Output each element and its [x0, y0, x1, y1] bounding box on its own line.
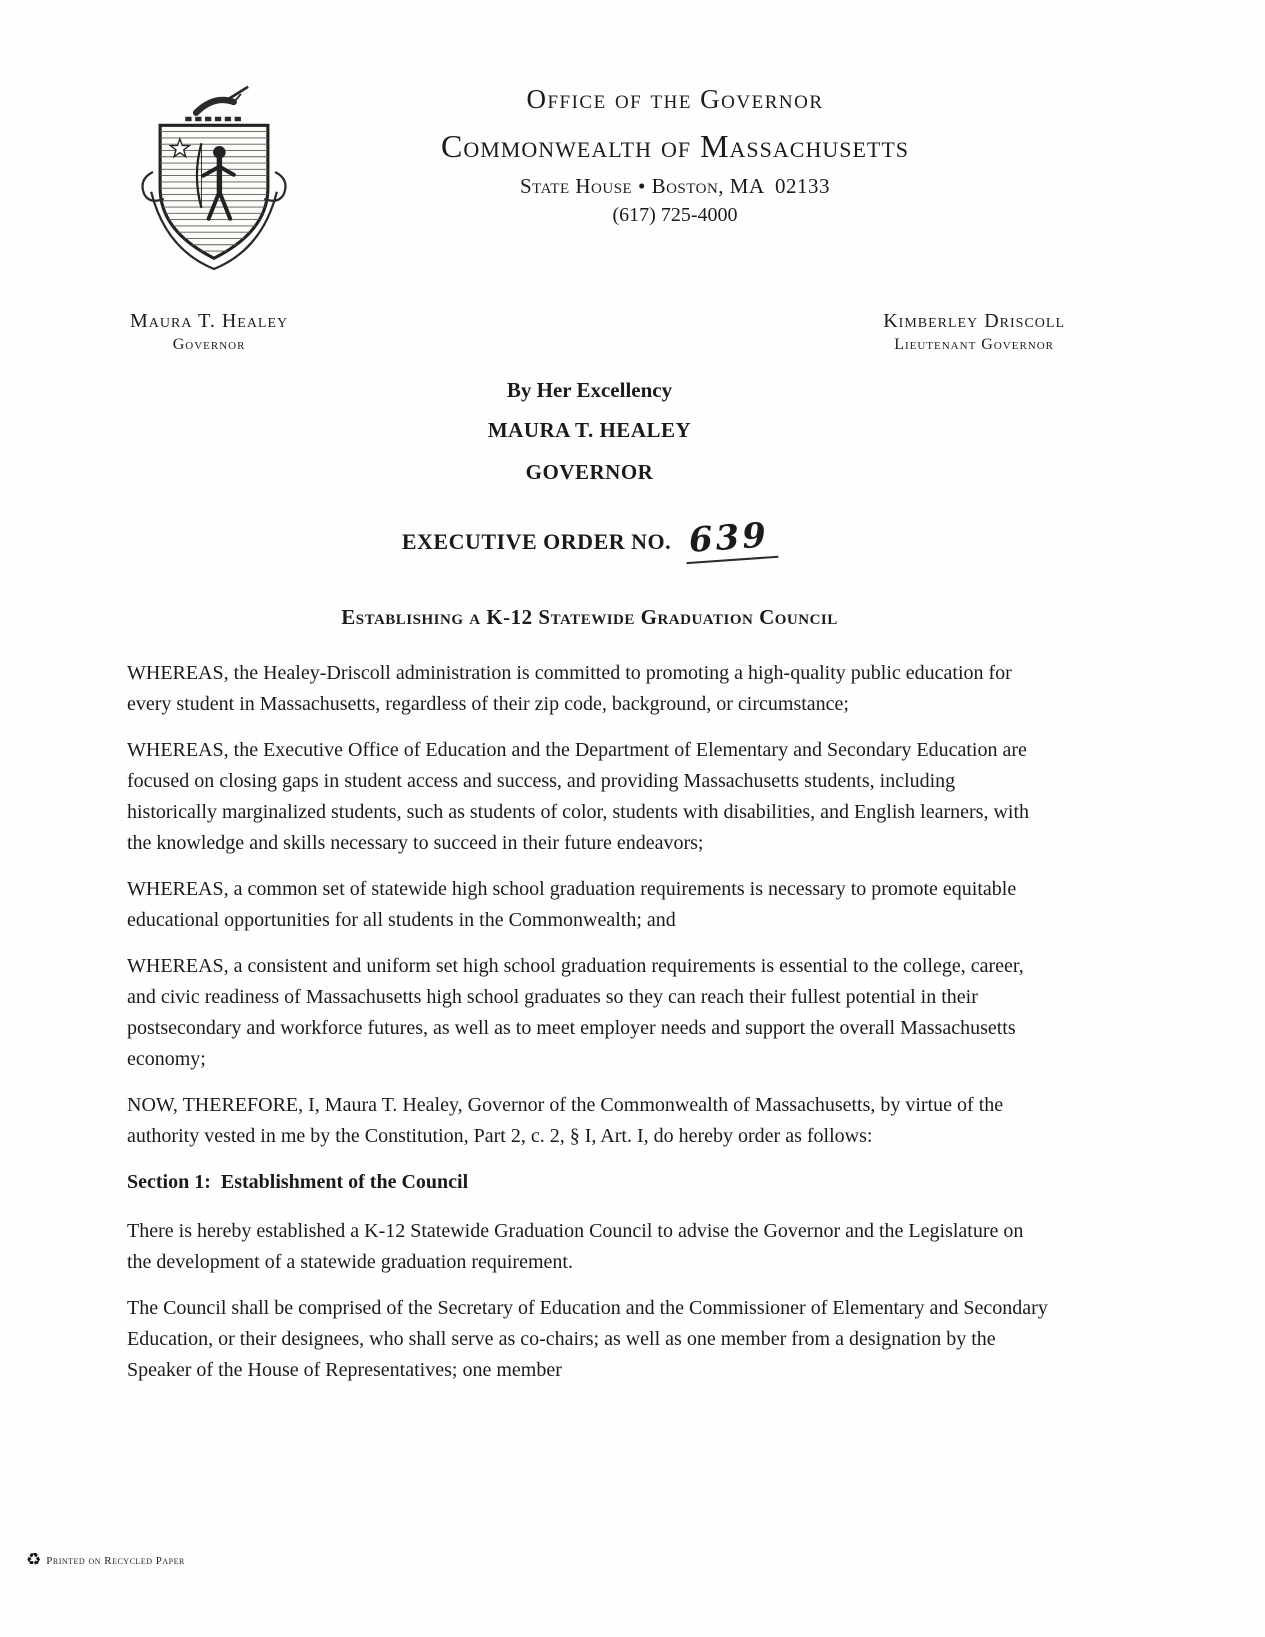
recycle-icon: ♻: [26, 1550, 42, 1570]
now-therefore-paragraph: NOW, THEREFORE, I, Maura T. Healey, Governor of the Commonwealth of Massachusetts, by virtue of the authority vested in me by the Constitution, Part 2, c. 2, § I, Art. I, do hereby order as follows:: [127, 1094, 1004, 1147]
whereas-paragraph: WHEREAS, a consistent and uniform set high school graduation requirements is essential to the college, career, and civic readiness of Massachusetts high school graduates so they can reach their fullest potential in their postsecondary and workforce futures, as well as to meet employer needs and support the overall Massachusetts economy;: [127, 955, 1024, 1070]
letterhead: [318, 84, 1032, 227]
document-body: [127, 658, 1048, 1386]
executive-order-line: [127, 515, 1052, 561]
lt-governor-name: Kimberley Driscoll: [883, 310, 1065, 332]
by-line: By Her Excellency: [506, 378, 673, 402]
massachusetts-state-seal-icon: [126, 80, 302, 282]
executive-title: GOVERNOR: [525, 460, 654, 484]
executive-name: MAURA T. HEALEY: [487, 418, 692, 442]
officials-row: [130, 309, 1065, 354]
letterhead-commonwealth: Commonwealth of Massachusetts: [440, 128, 910, 164]
whereas-paragraph: WHEREAS, the Healey-Driscoll administration is committed to promoting a high-quality public education for every student in Massachusetts, regardless of their zip code, background, or circumstance;: [127, 662, 1012, 715]
proclamation-block: [127, 378, 1052, 630]
section-1-heading: Section 1: Establishment of the Council: [127, 1171, 469, 1193]
lt-governor-block: [883, 309, 1065, 354]
whereas-paragraph: WHEREAS, the Executive Office of Education and the Department of Elementary and Secondary Education are focused on closing gaps in student access and success, and providing Massachusetts students, including historically marginalized students, such as students of color, students with disabilities, and English learners, with the knowledge and skills necessary to succeed in their future endeavors;: [127, 739, 1030, 854]
order-number-label: EXECUTIVE ORDER NO.: [401, 529, 672, 554]
whereas-paragraph: WHEREAS, a common set of statewide high school graduation requirements is necessary to promote equitable educational opportunities for all students in the Commonwealth; and: [127, 878, 1017, 931]
governor-name: Maura T. Healey: [130, 310, 289, 332]
recycled-paper-note: Printed on Recycled Paper: [46, 1554, 185, 1567]
section-1-paragraph: There is hereby established a K-12 Statewide Graduation Council to advise the Governor and the Legislature on the development of a statewide graduation requirement.: [127, 1220, 1024, 1273]
section-1-paragraph: The Council shall be comprised of the Secretary of Education and the Commissioner of Elementary and Secondary Education, or their designees, who shall serve as co-chairs; as well as one member from a designation by the Speaker of the House of Representatives; one member: [127, 1297, 1048, 1381]
lt-governor-title: Lieutenant Governor: [894, 336, 1055, 353]
letterhead-address: State House • Boston, MA 02133: [520, 174, 830, 198]
letterhead-phone: (617) 725-4000: [612, 204, 738, 226]
order-number-handwritten: 639: [684, 515, 779, 564]
footer: [26, 1552, 185, 1569]
letterhead-office: Office of the Governor: [526, 84, 824, 114]
governor-block: [130, 309, 288, 354]
document-title: Establishing a K-12 Statewide Graduation Council: [341, 605, 838, 629]
governor-title: Governor: [172, 336, 246, 353]
